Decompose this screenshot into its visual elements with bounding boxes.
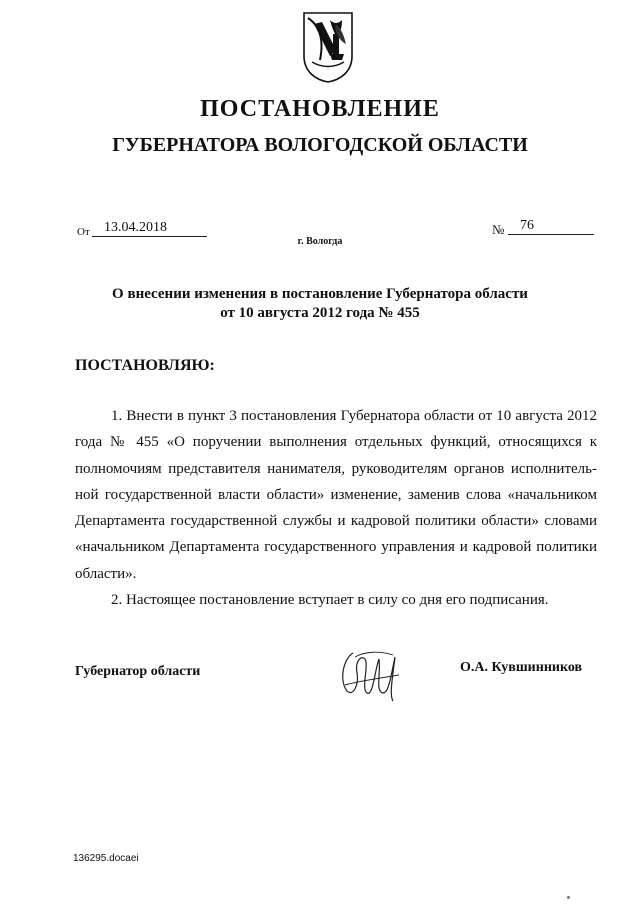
document-subject <box>0 285 640 323</box>
paragraph-2: 2. Настоящее постановление вступает в силу со дня его подписания. <box>111 592 549 609</box>
signatory-title: Губернатор области <box>75 664 201 679</box>
document-title: ПОСТАНОВЛЕНИЕ <box>200 96 440 122</box>
city: г. Вологда <box>297 236 343 247</box>
document-number: 76 <box>508 218 594 235</box>
handwritten-signature <box>335 645 405 705</box>
subject-line-2: от 10 августа 2012 года № 455 <box>220 305 420 321</box>
date-label: От <box>77 226 90 238</box>
paragraph-1: 1. Внести в пункт 3 постановления Губернатора области от 10 августа 2012 года № 455 «О поручении выполнения отдельных функций, относящихся к полномочиям представителя нанимателя, руководителям органов исполнительной государственной власти области» изменение, заменив слова «начальником Департамента государственной службы и кадровой политики области» словами «начальником Департамента государственного управления и кадровой политики области». <box>75 408 597 582</box>
file-name: 136295.docaei <box>73 853 139 864</box>
coat-of-arms-icon <box>300 10 356 84</box>
document-body <box>75 403 597 613</box>
number-label: № <box>492 222 505 237</box>
scan-speck <box>567 896 570 899</box>
document-date: 13.04.2018 <box>92 220 207 237</box>
signatory-name: О.А. Кувшинников <box>460 660 583 675</box>
subject-line-1: О внесении изменения в постановление Губернатора области <box>112 286 528 302</box>
document-issuer: ГУБЕРНАТОРА ВОЛОГОДСКОЙ ОБЛАСТИ <box>112 134 528 156</box>
decree-word: ПОСТАНОВЛЯЮ: <box>75 357 215 374</box>
